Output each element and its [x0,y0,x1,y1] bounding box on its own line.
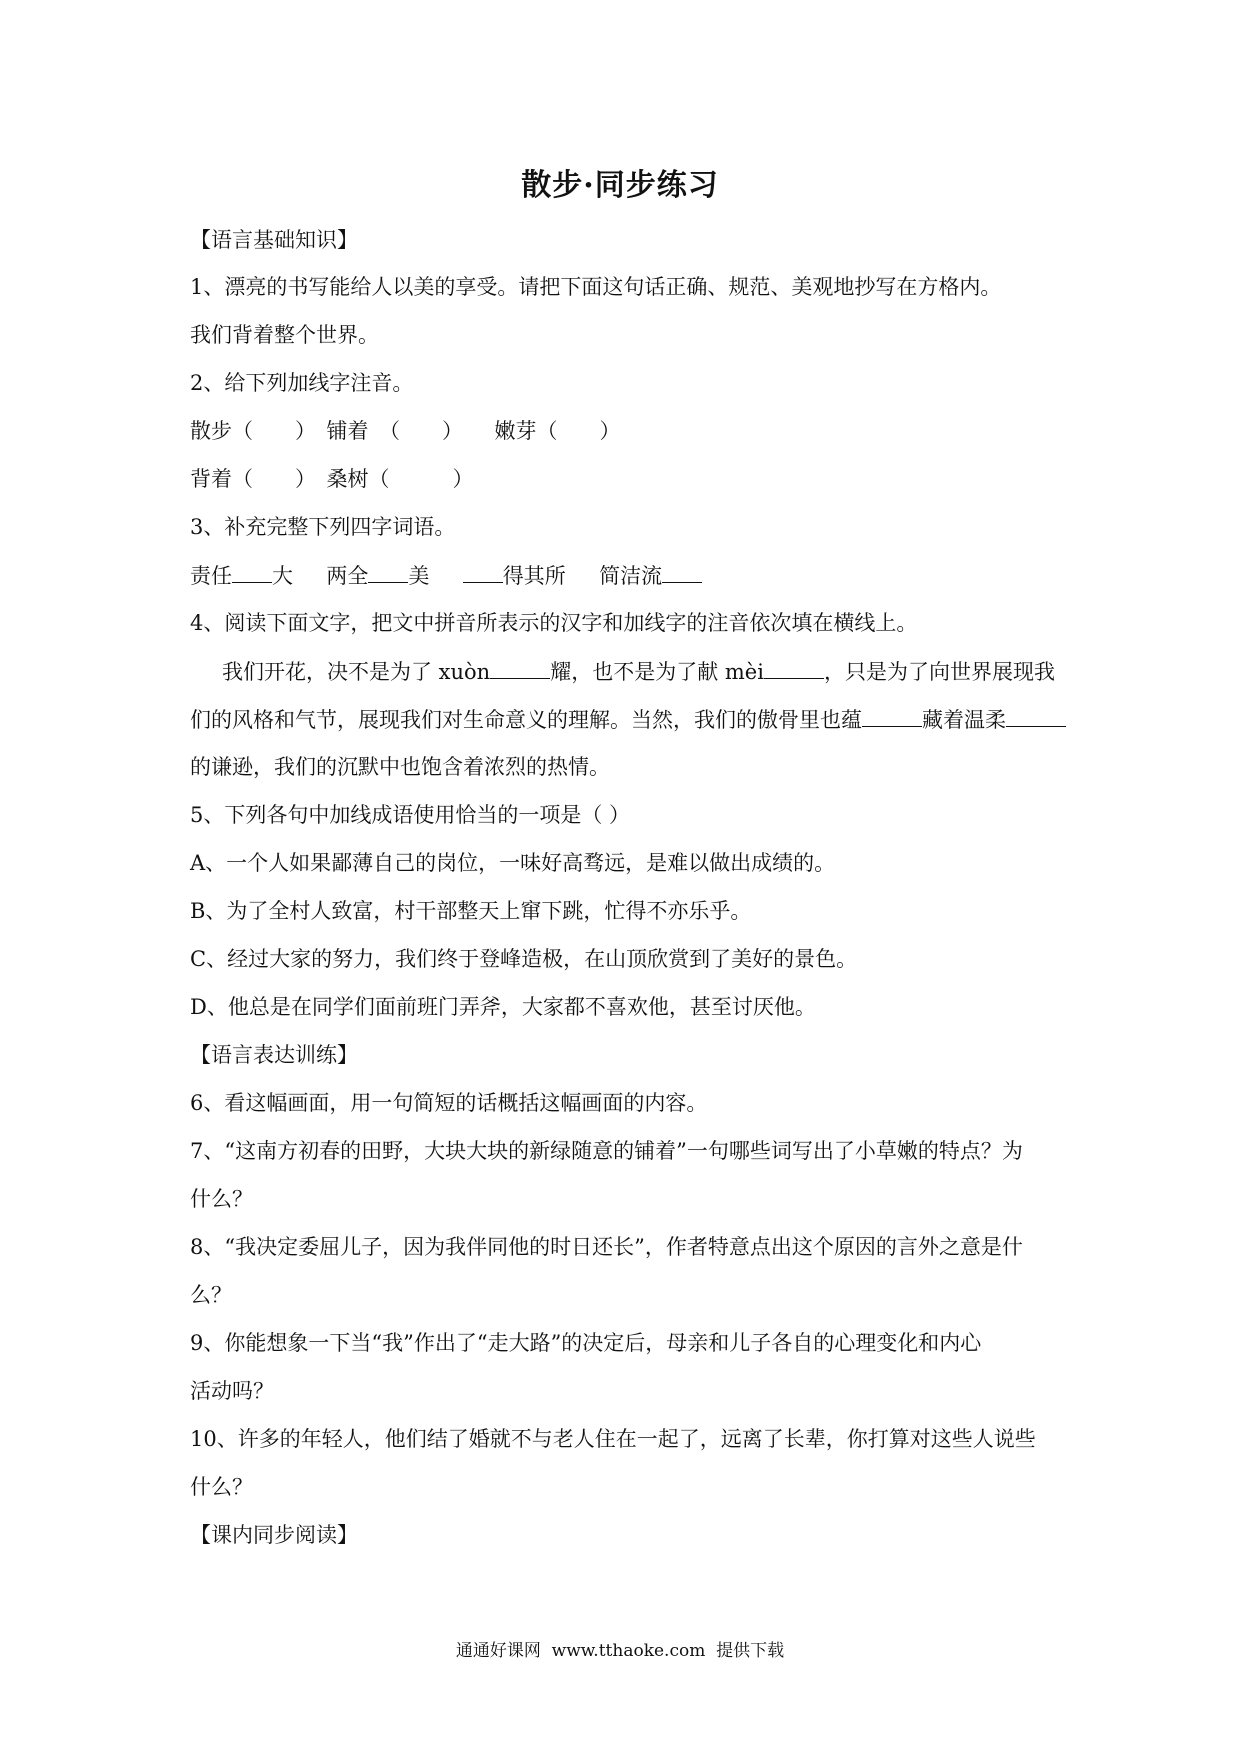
question-7-line-2: 什么？ [190,1187,253,1211]
question-6: 6、看这幅画面，用一句简短的话概括这幅画面的内容。 [190,1091,708,1115]
question-5: 5、下列各句中加线成语使用恰当的一项是（ ） [190,803,631,827]
passage-text: 们的风格和气节，展现我们对生命意义的理解。当然，我们的傲骨里也蕴 [190,708,862,732]
question-2: 2、给下列加线字注音。 [190,371,414,395]
question-5-option-a: A、一个人如果鄙薄自己的岗位，一味好高骛远，是难以做出成绩的。 [190,851,836,875]
answer-blank-1[interactable] [490,656,550,679]
question-3: 3、补充完整下列四字词语。 [190,515,456,539]
question-10-line-2: 什么？ [190,1475,253,1499]
question-2-row-1: 散步（ ） 铺着 （ ） 嫩芽（ ） [190,419,621,443]
section-heading-basic: 【语言基础知识】 [190,228,358,252]
word-1-blank[interactable] [232,560,272,583]
question-4-passage-line-2 [190,704,1066,735]
question-9-line-1: 9、你能想象一下当“我”作出了“走大路”的决定后，母亲和儿子各自的心理变化和内心 [190,1331,982,1355]
word-3-blank[interactable] [463,560,503,583]
answer-blank-4[interactable] [1006,704,1066,727]
question-8-line-2: 么？ [190,1283,232,1307]
section-heading-expression: 【语言表达训练】 [190,1043,358,1067]
question-5-option-b: B、为了全村人致富，村干部整天上窜下跳，忙得不亦乐乎。 [190,899,752,923]
question-2-row-2: 背着（ ） 桑树（ ） [190,467,474,491]
word-3-part-b: 得其所 [502,564,566,588]
word-4-blank[interactable] [662,560,702,583]
question-4: 4、阅读下面文字，把文中拼音所表示的汉字和加线字的注音依次填在横线上。 [190,611,918,635]
word-2-blank[interactable] [368,560,408,583]
question-7-line-1: 7、“这南方初春的田野，大块大块的新绿随意的铺着”一句哪些词写出了小草嫩的特点？为 [190,1139,1023,1163]
footer-credit: 通通好课网 www.tthaoke.com 提供下载 [455,1641,785,1661]
page-title: 散步·同步练习 [521,168,719,203]
question-1: 1、漂亮的书写能给人以美的享受。请把下面这句话正确、规范、美观地抄写在方格内。 [190,275,1002,299]
question-8-line-1: 8、“我决定委屈儿子，因为我伴同他的时日还长”，作者特意点出这个原因的言外之意是什 [190,1235,1023,1259]
answer-blank-2[interactable] [764,656,824,679]
question-1-sentence: 我们背着整个世界。 [190,323,379,347]
question-5-option-c: C、经过大家的努力，我们终于登峰造极，在山顶欣赏到了美好的景色。 [190,947,858,971]
word-2-part-b: 美 [408,564,430,588]
question-4-passage-line-1 [222,656,1055,687]
word-1-part-b: 大 [272,564,293,588]
question-9-line-2: 活动吗？ [190,1379,274,1403]
question-10-line-1: 10、许多的年轻人，他们结了婚就不与老人住在一起了，远离了长辈，你打算对这些人说些 [190,1427,1036,1451]
passage-text: 耀，也不是为了献 mèi [550,660,764,684]
word-1-part-a: 责任 [190,564,232,588]
passage-text: 藏着温柔 [922,708,1006,732]
question-4-passage-line-3: 的谦逊，我们的沉默中也饱含着浓烈的热情。 [190,755,610,779]
word-2-part-a: 两全 [326,564,369,588]
section-heading-reading: 【课内同步阅读】 [190,1523,358,1547]
passage-text: ，只是为了向世界展现我 [823,660,1055,684]
word-4-part-a: 简洁流 [599,564,663,588]
answer-blank-3[interactable] [862,704,922,727]
question-5-option-d: D、他总是在同学们面前班门弄斧，大家都不喜欢他，甚至讨厌他。 [190,995,816,1019]
passage-text: 我们开花，决不是为了 xuòn [222,660,491,684]
question-3-words [190,560,702,591]
